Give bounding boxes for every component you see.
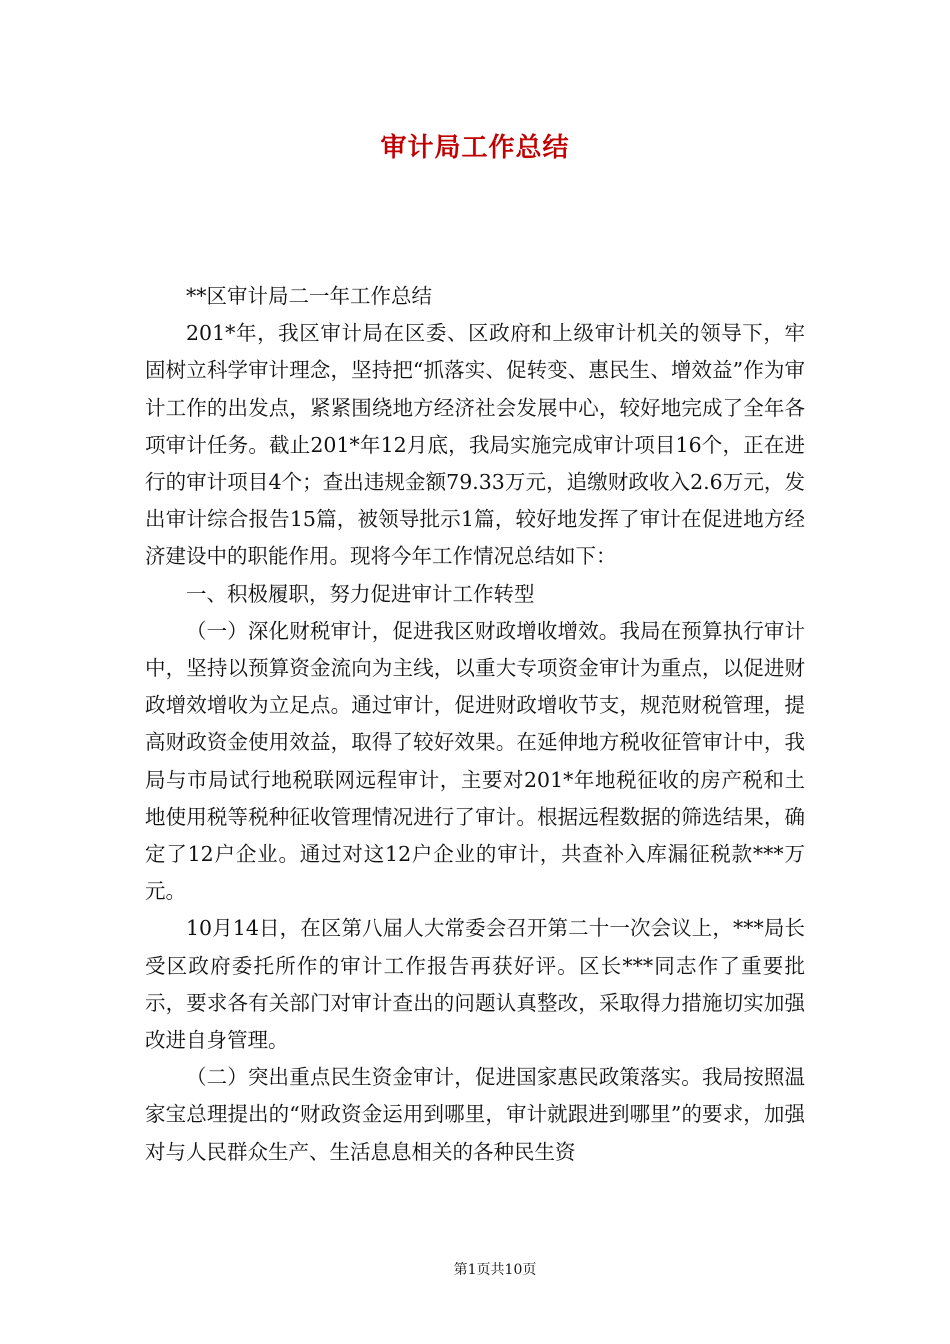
paragraph-subtitle: **区审计局二一年工作总结 — [186, 284, 432, 308]
paragraph-fiscal-audit: （一）深化财税审计，促进我区财政增收增效。我局在预算执行审计中，坚持以预算资金流向为主线，以重大专项资金审计为重点，以促进财政增效增收为立足点。通过审计，促进财政增收节支，规范财税管理，提高财政资金使用效益，取得了较好效果。在延伸地方税收征管审计中，我局与市局试行地税联网远程审计，主要对201*年地税征收的房产税和土地使用税等税种征收管理情况进行了审计。根据远程数据的筛选结果，确定了12户企业。通过对这12户企业的审计，共查补入库漏征税款***万元。 — [145, 618, 805, 904]
document-title: 审计局工作总结 — [380, 133, 570, 163]
document-body — [145, 278, 805, 1171]
page-number: 第1页共10页 — [453, 1262, 537, 1278]
paragraph-npc-meeting: 10月14日，在区第八届人大常委会召开第二十一次会议上，***局长受区政府委托所作的审计工作报告再获好评。区长***同志作了重要批示，要求各有关部门对审计查出的问题认真整改，采取得力措施切实加强改进自身管理。 — [145, 916, 805, 1053]
paragraph-livelihood-audit: （二）突出重点民生资金审计，促进国家惠民政策落实。我局按照温家宝总理提出的“财政资金运用到哪里，审计就跟进到哪里”的要求，加强对与人民群众生产、生活息息相关的各种民生资 — [145, 1065, 805, 1164]
section-heading: 一、积极履职，努力促进审计工作转型 — [186, 581, 535, 606]
paragraph-intro: 201*年，我区审计局在区委、区政府和上级审计机关的领导下，牢固树立科学审计理念，坚持把“抓落实、促转变、惠民生、增效益”作为审计工作的出发点，紧紧围绕地方经济社会发展中心，较好地完成了全年各项审计任务。截止201*年12月底，我局实施完成审计项目16个，正在进行的审计项目4个；查出违规金额79.33万元，追缴财政收入2.6万元，发出审计综合报告15篇，被领导批示1篇，较好地发挥了审计在促进地方经济建设中的职能作用。现将今年工作情况总结如下： — [145, 321, 805, 569]
